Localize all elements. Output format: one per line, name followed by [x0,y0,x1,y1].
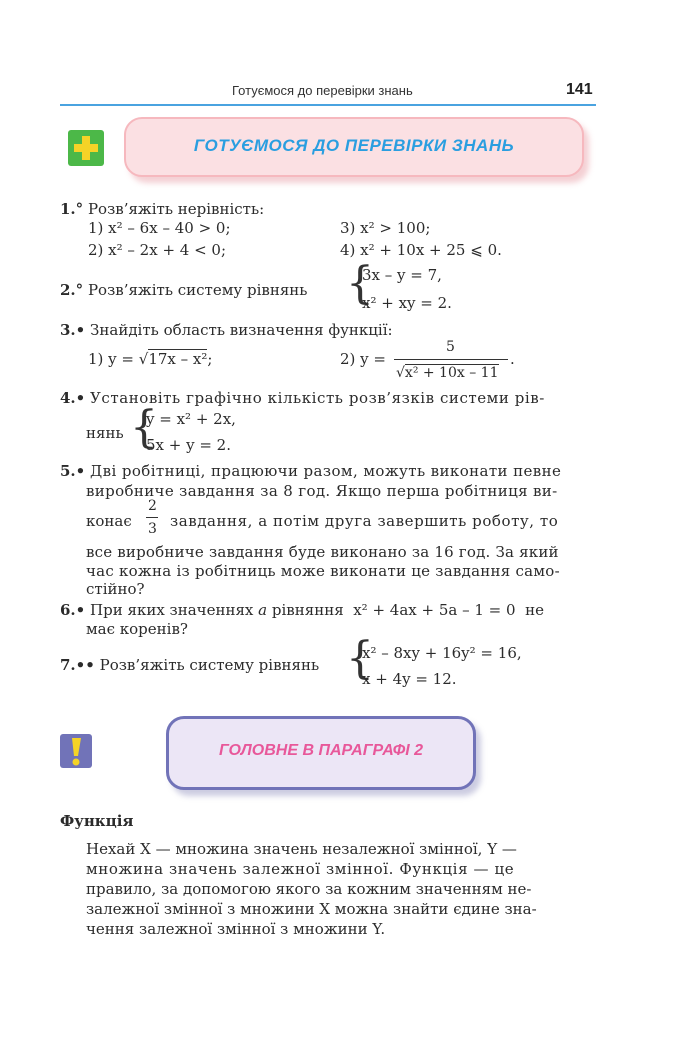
problem-6 [60,601,544,619]
problem-3-item-2-prefix: 2) y = [340,350,386,368]
radicand: 17x – x² [148,350,208,368]
system-equation-1: 3x – y = 7, [362,266,442,284]
fraction-denominator: 3 [148,521,157,537]
system-equation-2: x + 4y = 12. [362,670,457,688]
problem-1-item-3: 3) x² > 100; [340,219,431,237]
equation: x² + 4ax + 5a – 1 = 0 [353,601,516,619]
section-banner-review [124,117,584,177]
problem-text: Розв’яжіть нерівність: [87,200,265,218]
problem-text: Установіть графічно кількість розв’язків системи рів- [90,389,545,407]
banner-title: ГОТУЄМОСЯ ДО ПЕРЕВІРКИ ЗНАНЬ [193,136,515,155]
problem-number: 6.• [60,601,86,619]
page-number: 141 [566,81,593,98]
item-end: . [510,350,515,368]
item-prefix: 1) y = [88,350,134,368]
problem-2 [60,281,307,299]
system-brace: { [130,402,158,453]
problem-number: 2.° [60,281,84,299]
problem-1-item-1: 1) x² – 6x – 40 > 0; [88,219,231,237]
header-rule [60,104,596,106]
section-line-3: правило, за допомогою якого за кожним значенням не- [86,880,532,898]
problem-number: 4.• [60,389,86,407]
problem-number: 3.• [60,321,86,339]
fraction-numerator: 5 [446,339,455,355]
problem-text: Розв’яжіть систему рівнянь [99,656,320,674]
system-brace: { [346,258,374,309]
radicand: x² + 10x – 11 [404,365,499,381]
system-equation-1: y = x² + 2x, [146,410,236,428]
problem-3 [60,321,393,339]
variable: a [258,601,268,619]
section-title: Функція [60,812,134,830]
problem-5-line-4: все виробниче завдання буде виконано за 16 год. За який [86,543,559,561]
problem-text: Дві робітниці, працюючи разом, можуть виконати певне [90,462,562,480]
fraction-numerator: 2 [148,498,157,514]
section-line-5: чення залежної змінної з множини Y. [86,920,386,938]
system-equation-2: 5x + y = 2. [146,436,231,454]
problem-number: 1.° [60,200,84,218]
system-brace: { [346,633,374,684]
system-equation-2: x² + xy = 2. [362,294,452,312]
sqrt-expression: √17x – x² [138,350,208,368]
problem-5-line-3b: завдання, а потім друга завершить роботу, то [170,512,559,530]
problem-5-line-5: час кожна із робітниць може виконати це завдання само- [86,562,560,580]
problem-1-item-2: 2) x² – 2x + 4 < 0; [88,241,227,259]
problem-5 [60,462,561,480]
problem-text: При яких значеннях [90,601,254,619]
fraction-denominator: √x² + 10x – 11 [396,365,499,381]
problem-text: не [525,601,544,619]
problem-text: Розв’яжіть систему рівнянь [87,281,308,299]
problem-3-item-1 [88,350,212,368]
fraction-bar [394,359,508,360]
section-banner-summary [166,716,476,790]
problem-1-item-4: 4) x² + 10x + 25 ⩽ 0. [340,241,502,259]
problem-5-line-6: стійно? [86,580,145,598]
fraction-bar [146,517,158,518]
section-line-2: множина значень залежної змінної. Функція — це [86,860,515,878]
problem-number: 7.•• [60,656,95,674]
section-line-1: Нехай X — множина значень незалежної змінної, Y — [86,840,517,858]
exclamation-icon [60,734,92,768]
section-line-4: залежної змінної з множини X можна знайти єдине зна- [86,900,537,918]
problem-6-line-2: має коренів? [86,620,188,638]
problem-number: 5.• [60,462,86,480]
problem-text: Знайдіть область визначення функції: [90,321,393,339]
problem-1 [60,200,264,218]
banner-title: ГОЛОВНЕ В ПАРАГРАФІ 2 [218,742,424,759]
problem-5-line-3a: конає [86,512,132,530]
problem-7 [60,656,319,674]
running-header: Готуємося до перевірки знань [232,83,413,98]
system-equation-1: x² – 8xy + 16y² = 16, [362,644,522,662]
problem-4-line-2: нянь [86,424,124,442]
problem-5-line-2: виробниче завдання за 8 год. Якщо перша робітниця ви- [86,482,558,500]
plus-icon [68,130,104,166]
problem-text: рівняння [271,601,344,619]
item-end: ; [207,350,213,368]
